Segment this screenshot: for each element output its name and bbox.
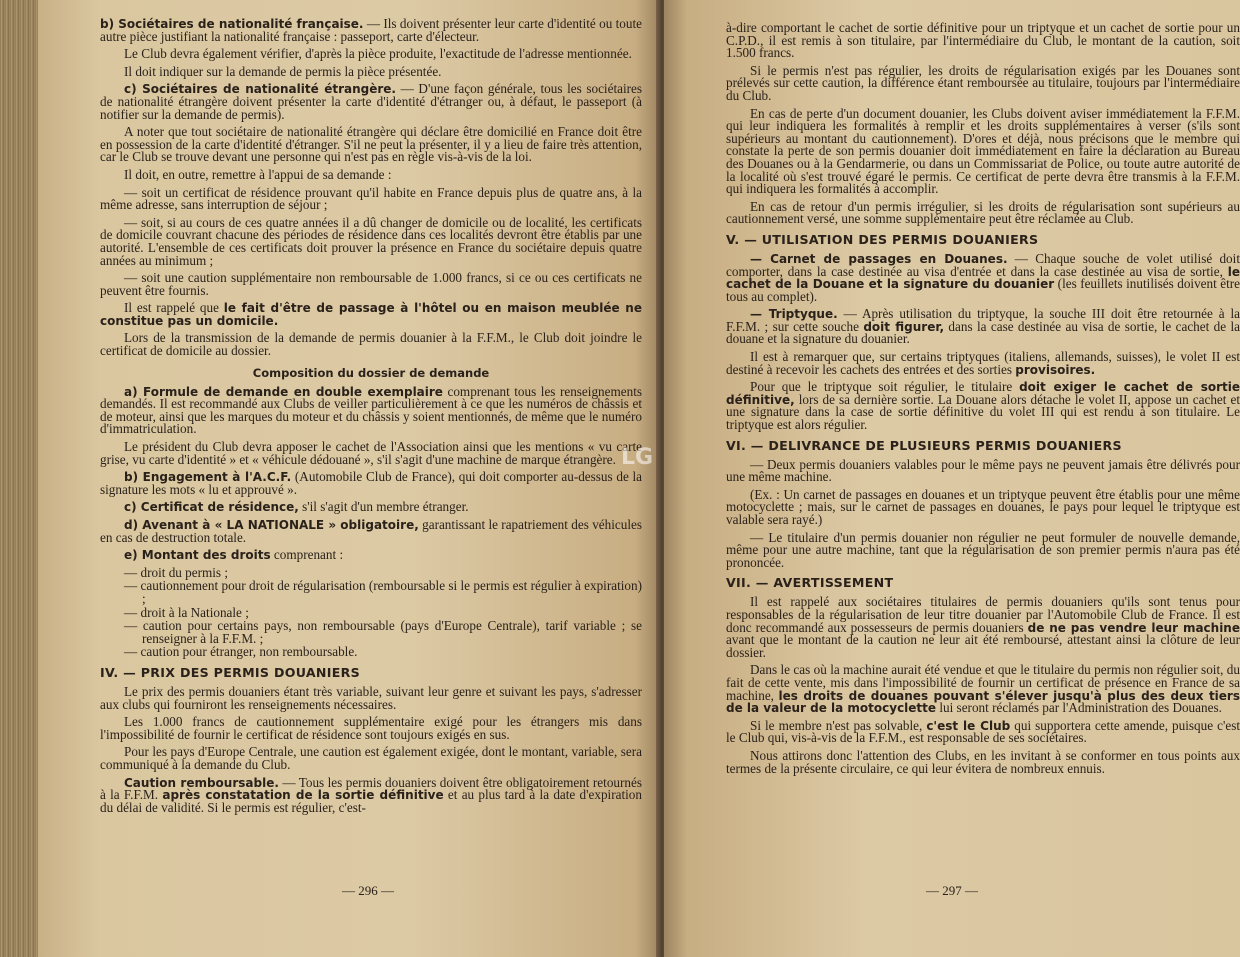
dash-item-3: — soit une caution supplémentaire non remboursable de 1.000 francs, si ce ou ces certificats ne peuvent être fournis. <box>100 270 642 298</box>
para-solvable: Si le membre n'est pas solvable, c'est le Club qui supportera cette amende, puisque c'est le Club qui, vis-à-vis de la F.F.M., est responsable de ses sociétaires. <box>726 717 1240 746</box>
list-item: — caution pour certains pays, non remboursable (pays d'Europe Centrale), tarif variable ; se renseigner à la F.F.M. ; <box>124 618 642 646</box>
para-prix: Le prix des permis douaniers étant très variable, suivant leur genre et suivant les pays, s'adresser aux clubs qui fourniront les renseignements nécessaires. <box>100 683 642 712</box>
left-page <box>38 0 660 957</box>
para-retour: En cas de retour d'un permis irrégulier, si les droits de régularisation sont supérieurs au cautionnement versé, une somme supplémentaire peut être réclamée au Club. <box>726 198 1240 227</box>
para-pas-regulier: Si le permis n'est pas régulier, les droits de régularisation exigés par les Douanes sont prélevés sur cette caution, la différence étant remboursée au titulaire, toujours par l'intermédiaire du Club. <box>726 62 1240 103</box>
para-b-engagement: b) Engagement à l'A.C.F. (Automobile Club de France), qui doit comporter au-dessus de la signature les mots « lu et approuvé ». <box>100 469 643 497</box>
para-vendue: Dans le cas où la machine aurait été vendue et que le titulaire du permis non régulier soit, du fait de cette vente, mis dans l'impossibilité de fournir un certificat de présence en France de sa machine, les droits de douanes pouvant s'élever jusqu'à plus des deux tiers de la valeur de la motocyclette lui seront réclamés par l'Administration des Douanes. <box>726 662 1240 716</box>
para-remettre: Il doit, en outre, remettre à l'appui de sa demande : <box>124 166 392 182</box>
para-perte: En cas de perte d'un document douanier, les Clubs doivent aviser immédiatement la F.F.M. qui leur indiquera les formalités à remplir et les droits supplémentaires à verser (s'ils sont supérieurs au montant du cautionnement). D'ores et déjà, nous précisons que le membre qui constate la perte de son permis douanier doit immédiatement en faire la déclaration au Bureau des Douanes ou à la Gendarmerie, ou dans un Commissariat de Police, ou toute autre autorité de la localité où s'est trouvé égaré le permis. Ce certificat de perte devra être transmis à la F.F.M. qui indiquera les formalités à accomplir. <box>726 105 1240 197</box>
composition-heading: Composition du dossier de demande <box>252 365 490 380</box>
para-rappele-aux: Il est rappelé aux sociétaires titulaires de permis douaniers qu'ils sont tenus pour responsables de la régularisation de leur titre douanier par l'Automobile Club de France. Il est donc recommandé aux possesseurs de permis douaniers de ne pas vendre leur machine avant que le montant de la caution ne leur ait été remboursé, attestant ainsi la clôture de leur dossier. <box>726 594 1240 660</box>
para-verifier: Le Club devra également vérifier, d'après la pièce produite, l'exactitude de l'adresse mentionnée. <box>124 46 632 62</box>
droits-list <box>124 564 642 660</box>
dash-item-2: — soit, si au cours de ces quatre années il a dû changer de domicile ou de localité, les certificats de domicile couvrant chacune des périodes de résidence dans ces localités devront être établis par une autorité. L'ensemble de ces certificats doit prouver la présence en France du sociétaire depuis quatre années au minimum ; <box>100 214 642 268</box>
para-continuation: à-dire comportant le cachet de sortie définitive pour un triptyque et un cachet de sortie pour un C.P.D., il est remis à son titulaire, par l'intermédiaire du Club, le montant de la caution, soit 1.500 francs. <box>726 20 1240 61</box>
para-triptyque: — Triptyque. — Après utilisation du triptyque, la souche III doit être retournée à la F.F.M. ; sur cette souche doit figurer, dans la case destinée au visa de sortie, le cachet de la douane et la signature du douanier. <box>726 306 1240 347</box>
page-number-right: — 297 — <box>926 883 978 898</box>
para-indiquer: Il doit indiquer sur la demande de permis la pièce présentée. <box>124 63 442 79</box>
list-item: — caution pour étranger, non remboursable. <box>124 644 358 660</box>
list-item: — droit du permis ; <box>124 564 229 580</box>
para-president: Le président du Club devra apposer le cachet de l'Association ainsi que les mentions « vu carte grise, vu carte d'identité » et « véhicule dédouané », s'il s'agit d'une machine de marque étrangère. <box>100 439 642 467</box>
para-1000: Les 1.000 francs de cautionnement supplémentaire exigé pour les étrangers mis dans l'impossibilité de fournir le certificat de résidence sont toujours exigés en sus. <box>100 714 642 742</box>
para-e-montant: e) Montant des droits comprenant : <box>124 547 344 563</box>
page-edges <box>0 0 38 957</box>
para-d-avenant: d) Avenant à « LA NATIONALE » obligatoire, garantissant le rapatriement des véhicules en cas de destruction totale. <box>100 517 642 545</box>
para-c-etrangere: c) Sociétaires de nationalité étrangère. — D'une façon générale, tous les sociétaires de nationalité étrangère doivent présenter la carte d'identité d'étranger ou, à défaut, le passeport (à notifier sur la demande de permis). <box>100 81 642 122</box>
para-b-francaise: b) Sociétaires de nationalité française. — Ils doivent présenter leur carte d'identité ou toute autre pièce justifiant la nationalité française : passeport, carte d'électeur. <box>100 16 642 44</box>
section-vii-heading: VII. — AVERTISSEMENT <box>726 575 894 591</box>
para-deux-permis: — Deux permis douaniers valables pour le même pays ne peuvent jamais être délivrés pour une même machine. <box>726 456 1240 485</box>
para-pour-que: Pour que le triptyque soit régulier, le titulaire doit exiger le cachet de sortie définitive, lors de sa dernière sortie. La Douane alors détache le volet II, appose un cachet et une signature dans la case de sortie définitive du volet III qui est rendu à son titulaire. Le triptyque est alors régulier. <box>726 379 1240 433</box>
para-caution: Caution remboursable. — Tous les permis douaniers doivent être obligatoirement retournés à la F.F.M. après constatation de la sortie définitive et au plus tard à la date d'expiration du délai de validité. Si le permis est régulier, c'est- <box>100 774 642 815</box>
section-vi-heading: VI. — DELIVRANCE DE PLUSIEURS PERMIS DOUANIERS <box>726 437 1122 453</box>
para-titulaire: — Le titulaire d'un permis douanier non régulier ne peut formuler de nouvelle demande, même pour une autre machine, tant que la régularisation de son premier permis n'aura pas été prononcée. <box>726 529 1240 570</box>
para-carnet: — Carnet de passages en Douanes. — Chaque souche de volet utilisé doit comporter, dans la case destinée au visa d'entrée et dans la case destinée au visa de sortie, le cachet de la Douane et la signature du douanier (les feuillets inutilisés doivent être tous au complet). <box>726 250 1240 304</box>
para-c-certificat: c) Certificat de résidence, s'il s'agit d'un membre étranger. <box>124 499 469 515</box>
para-rappele: Il est rappelé que le fait d'être de passage à l'hôtel ou en maison meublée ne constitue pas un domicile. <box>100 300 642 328</box>
right-page <box>664 0 1240 957</box>
watermark-logo: LG <box>620 445 654 470</box>
section-iv-heading: IV. — PRIX DES PERMIS DOUANIERS <box>100 664 361 680</box>
para-noter: A noter que tout sociétaire de nationalité étrangère qui déclare être domicilié en France doit être en possession de la carte d'identité d'étranger. S'il ne peut la présenter, il y a lieu de faire très attention, car le Club se trouve devant une personne qui n'est pas en règle vis-à-vis de la loi. <box>100 124 642 165</box>
list-item: — cautionnement pour droit de régularisation (remboursable si le permis est régulier à expiration) ; <box>124 578 642 606</box>
para-a-formule: a) Formule de demande en double exemplaire comprenant tous les renseignements demandés. Il est recommandé aux Clubs de veiller particulièrement à ce que les numéros de châssis et de moteur, ainsi que les marques du moteur et du châssis y soient mentionnés, de même que le numéro d'immatriculation. <box>100 383 642 437</box>
page-number-left: — 296 — <box>342 883 394 898</box>
para-exemple: (Ex. : Un carnet de passages en douanes et un triptyque peuvent être établis pour une même motocyclette ; mais, sur le carnet de passages en douanes, le pays pour lequel le triptyque est valable sera rayé.) <box>726 486 1240 527</box>
para-attirons: Nous attirons donc l'attention des Clubs, en les invitant à se conformer en tous points aux termes de la présente circulaire, ce qui leur évitera de nombreux ennuis. <box>726 747 1240 776</box>
para-transmission: Lors de la transmission de la demande de permis douanier à la F.F.M., le Club doit joindre le certificat de domicile au dossier. <box>100 330 642 359</box>
dash-item-1: — soit un certificat de résidence prouvant qu'il habite en France depuis plus de quatre ans, à la même adresse, sans interruption de séjour ; <box>100 184 642 213</box>
para-remarquer: Il est à remarquer que, sur certains triptyques (italiens, allemands, suisses), le volet II est destiné à recevoir les cachets des entrées et des sorties provisoires. <box>726 349 1240 377</box>
para-europe: Pour les pays d'Europe Centrale, une caution est également exigée, dont le montant, variable, sera communiqué à la demande du Club. <box>100 744 642 772</box>
list-item: — droit à la Nationale ; <box>124 604 249 620</box>
section-v-heading: V. — UTILISATION DES PERMIS DOUANIERS <box>726 231 1039 247</box>
